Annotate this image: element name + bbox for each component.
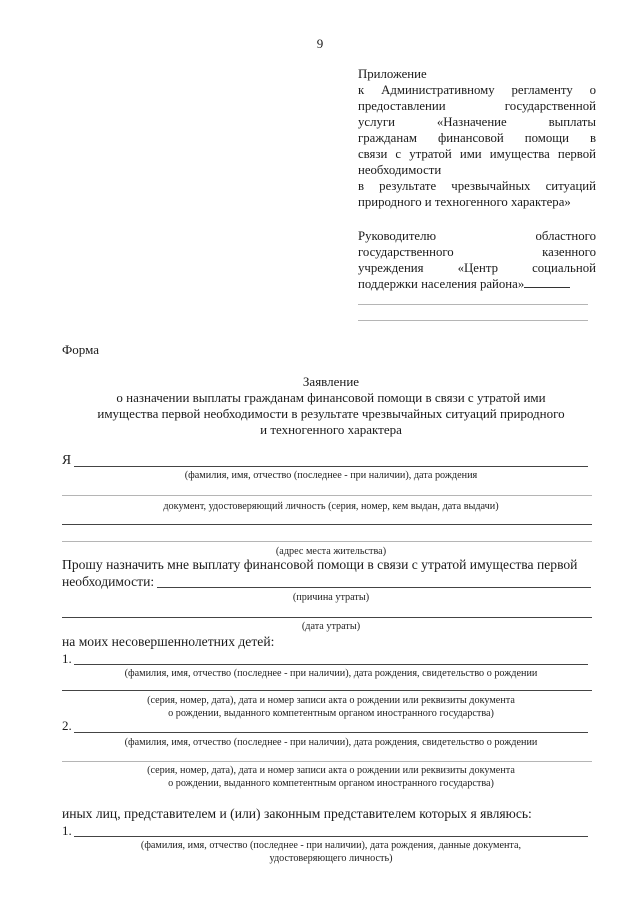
other1-fio-caption-line: удостоверяющего личность) xyxy=(269,853,393,864)
appendix-line: предоставлении государственной xyxy=(358,99,596,113)
addressee-line: государственного казенного xyxy=(358,245,596,259)
other1-fio-caption-line: (фамилия, имя, отчество (последнее - при наличии), дата рождения, данные документа, xyxy=(140,840,522,851)
reason-caption: (причина утраты) xyxy=(292,592,370,603)
child1-doc-caption xyxy=(62,694,600,720)
addressee-block xyxy=(358,228,596,292)
child2-doc-field[interactable] xyxy=(62,761,592,762)
addressee-blank-line[interactable] xyxy=(358,320,588,321)
appendix-line: необходимости xyxy=(358,163,442,177)
child2-doc-caption-line: (серия, номер, дата), дата и номер записи акта о рождении или реквизиты документа xyxy=(147,765,515,776)
child1-doc-caption-line: о рождении, выданного компетентным органом иностранного государства) xyxy=(168,708,494,719)
request-text-line1: Прошу назначить мне выплату финансовой помощи в связи с утратой имущества первой xyxy=(62,557,578,572)
addressee-line: учреждения «Центр социальной xyxy=(358,261,596,275)
fio-caption: (фамилия, имя, отчество (последнее - при наличии), дата рождения xyxy=(184,470,478,481)
statement-subtitle-line: имущества первой необходимости в результате чрезвычайных ситуаций природного xyxy=(97,406,565,421)
page-number: 9 xyxy=(316,36,324,51)
addressee-blank-line[interactable] xyxy=(358,304,588,305)
child2-fio-field[interactable] xyxy=(74,732,588,733)
other1-number: 1. xyxy=(62,823,72,838)
form-label: Форма xyxy=(62,342,99,357)
child1-fio-field[interactable] xyxy=(74,664,588,665)
statement-subtitle-line: и техногенного характера xyxy=(260,422,402,437)
appendix-line: к Административному регламенту о xyxy=(358,83,596,97)
child2-number: 2. xyxy=(62,718,72,733)
statement-title xyxy=(62,374,600,438)
doc-caption: документ, удостоверяющий личность (серия, номер, кем выдан, дата выдачи) xyxy=(163,501,499,512)
others-label: иных лиц, представителем и (или) законным представителем которых я являюсь: xyxy=(62,806,532,821)
statement-heading: Заявление xyxy=(302,374,360,389)
appendix-line: гражданам финансовой помощи в xyxy=(358,131,596,145)
appendix-line: связи с утратой ими имущества первой xyxy=(358,147,596,161)
child2-fio-caption: (фамилия, имя, отчество (последнее - при наличии), дата рождения, свидетельство о рождении xyxy=(124,737,538,748)
address-field[interactable] xyxy=(62,541,592,542)
address-caption: (адрес места жительства) xyxy=(275,546,387,557)
children-label: на моих несовершеннолетних детей: xyxy=(62,634,275,649)
fio-field[interactable] xyxy=(74,466,588,467)
addressee-line: Руководителю областного xyxy=(358,229,596,243)
doc-field[interactable] xyxy=(62,495,592,496)
appendix-line: в результате чрезвычайных ситуаций xyxy=(358,179,596,193)
appendix-line: природного и техногенного характера» xyxy=(358,195,571,209)
addressee-district: поддержки населения района» xyxy=(358,277,525,291)
other1-fio-field[interactable] xyxy=(74,836,588,837)
appendix-block xyxy=(358,66,596,210)
date-field[interactable] xyxy=(62,617,592,618)
child1-fio-caption: (фамилия, имя, отчество (последнее - при наличии), дата рождения, свидетельство о рождении xyxy=(124,668,538,679)
child2-doc-caption-line: о рождении, выданного компетентным органом иностранного государства) xyxy=(168,778,494,789)
child1-number: 1. xyxy=(62,651,72,666)
addressee-line xyxy=(358,276,596,292)
child2-doc-caption xyxy=(62,764,600,790)
statement-subtitle-line: о назначении выплаты гражданам финансовой помощи в связи с утратой ими xyxy=(116,390,546,405)
date-caption: (дата утраты) xyxy=(301,621,361,632)
doc-field-continued[interactable] xyxy=(62,524,592,525)
ya-label: Я xyxy=(62,452,72,467)
child1-doc-field[interactable] xyxy=(62,690,592,691)
appendix-line: услуги «Назначение выплаты xyxy=(358,115,596,129)
child1-doc-caption-line: (серия, номер, дата), дата и номер записи акта о рождении или реквизиты документа xyxy=(147,695,515,706)
request-text-line2: необходимости: xyxy=(62,574,155,589)
other1-fio-caption xyxy=(62,839,600,865)
reason-field[interactable] xyxy=(157,587,591,588)
appendix-line: Приложение xyxy=(358,67,427,81)
district-blank[interactable] xyxy=(524,276,570,288)
